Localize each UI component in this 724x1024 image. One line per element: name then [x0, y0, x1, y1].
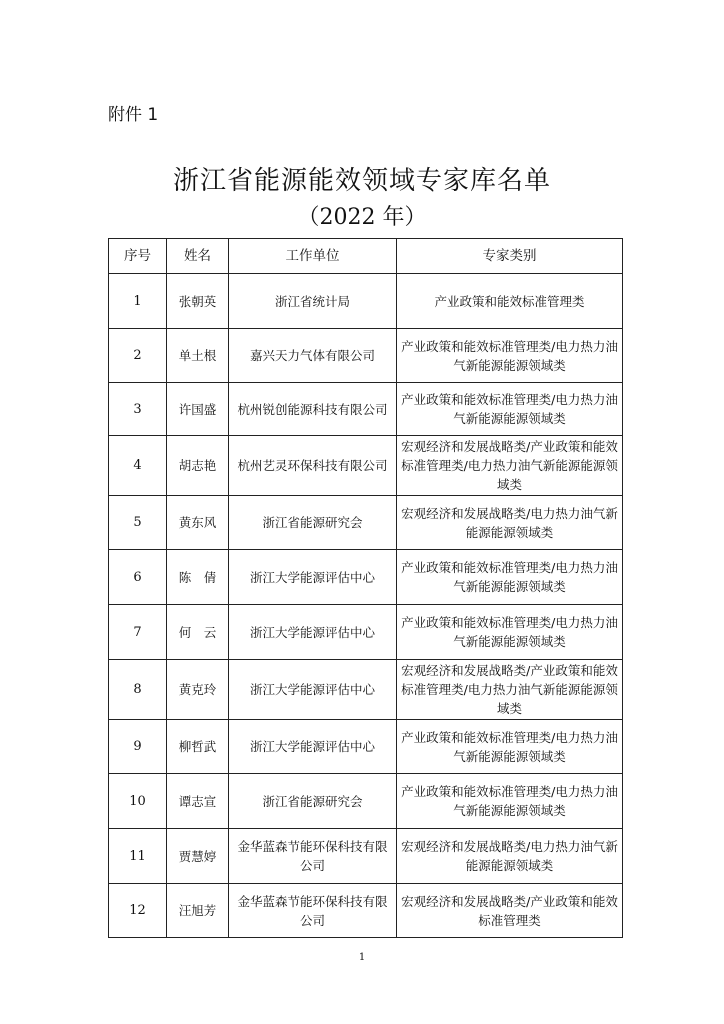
table-row — [109, 496, 623, 550]
table-row — [109, 829, 623, 884]
table-row — [109, 383, 623, 436]
table-row — [109, 550, 623, 605]
cell-unit: 金华蓝森节能环保科技有限公司 — [229, 884, 397, 938]
cell-serial: 3 — [109, 383, 167, 436]
cell-category: 宏观经济和发展战略类/产业政策和能效标准管理类 — [397, 884, 623, 938]
cell-name: 黄东风 — [167, 496, 229, 550]
cell-serial: 9 — [109, 720, 167, 774]
cell-unit: 浙江大学能源评估中心 — [229, 720, 397, 774]
header-serial: 序号 — [109, 239, 167, 274]
cell-serial: 10 — [109, 774, 167, 829]
cell-category: 产业政策和能效标准管理类/电力热力油气新能源能源领域类 — [397, 720, 623, 774]
cell-serial: 5 — [109, 496, 167, 550]
table-row — [109, 660, 623, 720]
header-name: 姓名 — [167, 239, 229, 274]
document-subtitle: （2022 年） — [297, 205, 427, 230]
cell-category: 宏观经济和发展战略类/电力热力油气新能源能源领域类 — [397, 829, 623, 884]
cell-category: 产业政策和能效标准管理类/电力热力油气新能源能源领域类 — [397, 383, 623, 436]
cell-unit: 杭州艺灵环保科技有限公司 — [229, 436, 397, 496]
cell-category: 宏观经济和发展战略类/产业政策和能效标准管理类/电力热力油气新能源能源领域类 — [397, 660, 623, 720]
header-category: 专家类别 — [397, 239, 623, 274]
table-row — [109, 774, 623, 829]
cell-unit: 浙江省能源研究会 — [229, 774, 397, 829]
cell-name: 陈 倩 — [167, 550, 229, 605]
cell-category: 产业政策和能效标准管理类 — [397, 274, 623, 329]
cell-category: 宏观经济和发展战略类/产业政策和能效标准管理类/电力热力油气新能源能源领域类 — [397, 436, 623, 496]
cell-serial: 1 — [109, 274, 167, 329]
cell-unit: 浙江省能源研究会 — [229, 496, 397, 550]
table-row — [109, 884, 623, 938]
cell-name: 张朝英 — [167, 274, 229, 329]
cell-serial: 12 — [109, 884, 167, 938]
cell-unit: 浙江大学能源评估中心 — [229, 550, 397, 605]
document-title: 浙江省能源能效领域专家库名单 — [172, 166, 551, 196]
cell-name: 谭志宣 — [167, 774, 229, 829]
attachment-label: 附件 1 — [108, 105, 159, 125]
cell-name: 黄克玲 — [167, 660, 229, 720]
cell-unit: 浙江大学能源评估中心 — [229, 660, 397, 720]
cell-serial: 11 — [109, 829, 167, 884]
cell-unit: 嘉兴天力气体有限公司 — [229, 329, 397, 383]
cell-name: 柳哲武 — [167, 720, 229, 774]
cell-name: 单土根 — [167, 329, 229, 383]
cell-serial: 2 — [109, 329, 167, 383]
table-row — [109, 274, 623, 329]
table-row — [109, 605, 623, 660]
cell-serial: 6 — [109, 550, 167, 605]
header-unit: 工作单位 — [229, 239, 397, 274]
cell-name: 汪旭芳 — [167, 884, 229, 938]
page-number: 1 — [358, 952, 366, 963]
table-row — [109, 329, 623, 383]
cell-name: 胡志艳 — [167, 436, 229, 496]
cell-category: 产业政策和能效标准管理类/电力热力油气新能源能源领域类 — [397, 329, 623, 383]
cell-category: 产业政策和能效标准管理类/电力热力油气新能源能源领域类 — [397, 550, 623, 605]
cell-serial: 4 — [109, 436, 167, 496]
cell-name: 许国盛 — [167, 383, 229, 436]
cell-category: 产业政策和能效标准管理类/电力热力油气新能源能源领域类 — [397, 774, 623, 829]
table-row — [109, 436, 623, 496]
cell-unit: 金华蓝森节能环保科技有限公司 — [229, 829, 397, 884]
expert-table — [108, 238, 623, 938]
cell-unit: 杭州锐创能源科技有限公司 — [229, 383, 397, 436]
cell-name: 何 云 — [167, 605, 229, 660]
table-row — [109, 720, 623, 774]
table-header-row — [109, 239, 623, 274]
cell-serial: 7 — [109, 605, 167, 660]
cell-category: 产业政策和能效标准管理类/电力热力油气新能源能源领域类 — [397, 605, 623, 660]
cell-name: 贾慧婷 — [167, 829, 229, 884]
cell-category: 宏观经济和发展战略类/电力热力油气新能源能源领域类 — [397, 496, 623, 550]
cell-unit: 浙江大学能源评估中心 — [229, 605, 397, 660]
cell-serial: 8 — [109, 660, 167, 720]
cell-unit: 浙江省统计局 — [229, 274, 397, 329]
